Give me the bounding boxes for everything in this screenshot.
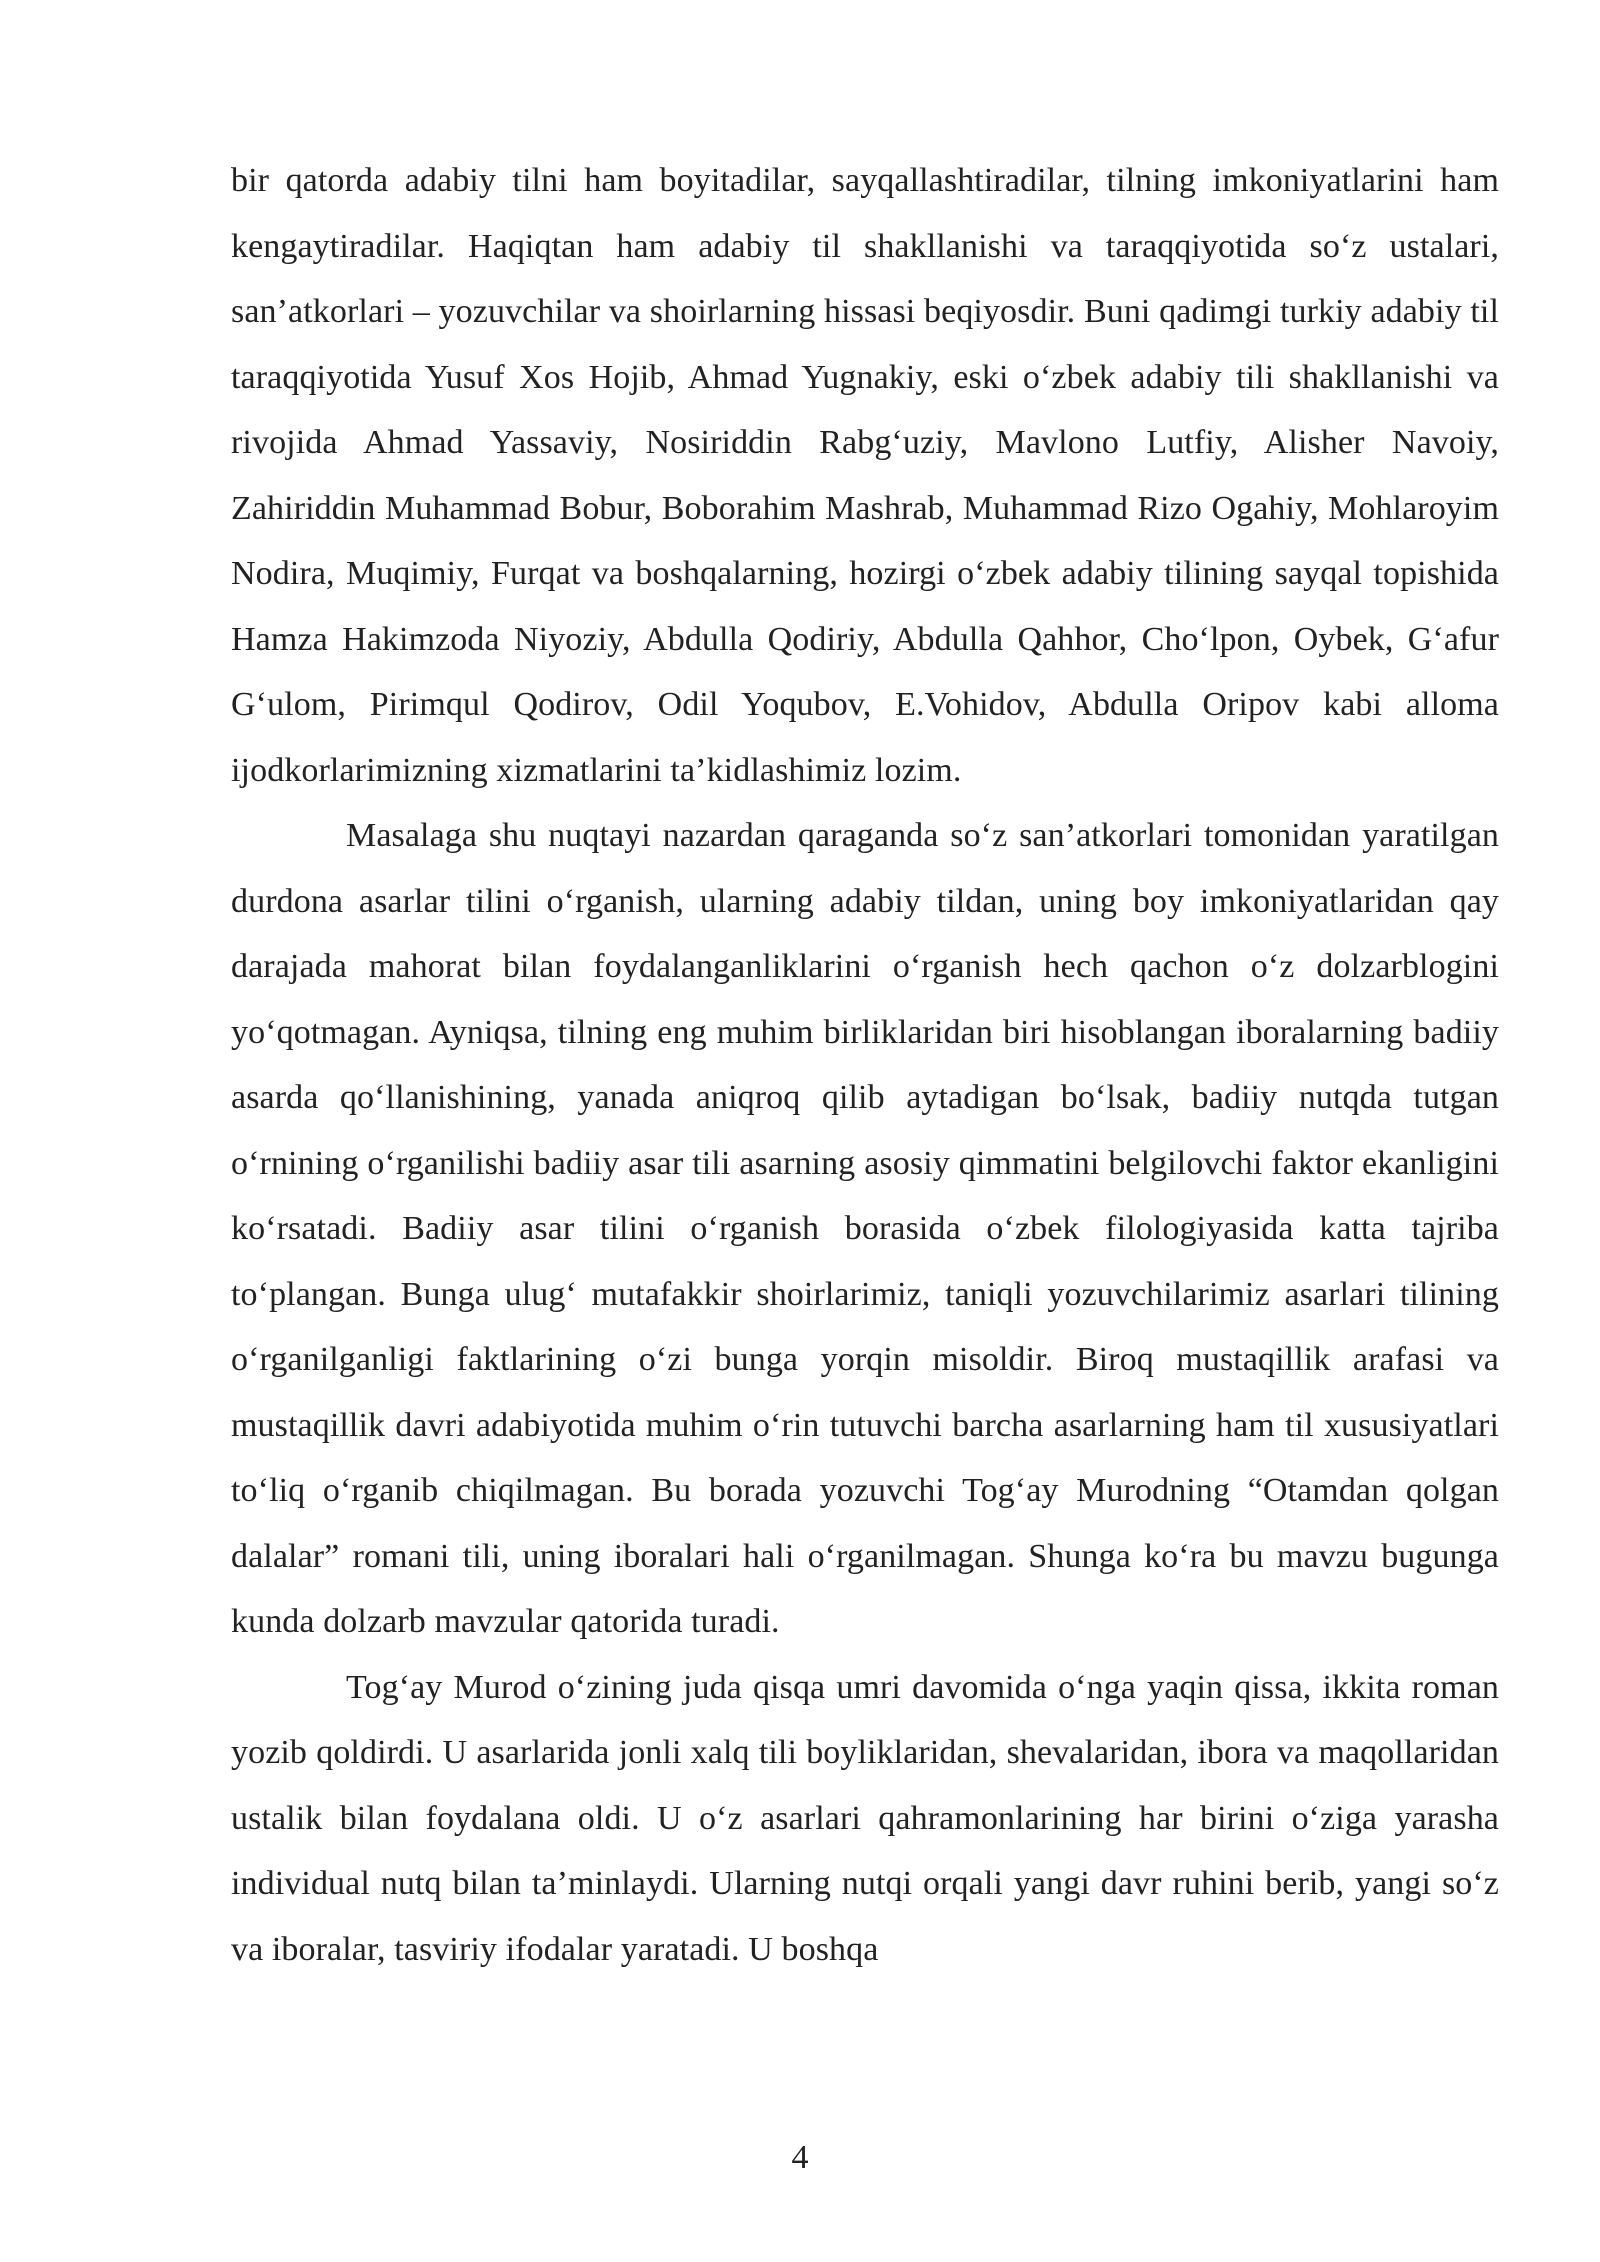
page-number: 4: [791, 2139, 809, 2176]
paragraph-continuation: bir qatorda adabiy tilni ham boyitadilar, sayqallashtiradilar, tilning imkoniyatlarini ham kengaytiradilar. Haqiqtan ham adabiy til shakllanishi va taraqqiyotida so‘z ustalari, san’atkorlari – yozuvchilar va shoirlarning hissasi beqiyosdir. Buni qadimgi turkiy adabiy til taraqqiyotida Yusuf Xos Hojib, Ahmad Yugnakiy, eski o‘zbek adabiy tili shakllanishi va rivojida Ahmad Yassaviy, Nosiriddin Rabg‘uziy, Mavlono Lutfiy, Alisher Navoiy, Zahiriddin Muhammad Bobur, Boborahim Mashrab, Muhammad Rizo Ogahiy, Mohlaroyim Nodira, Muqimiy, Furqat va boshqalarning, hozirgi o‘zbek adabiy tilining sayqal topishida Hamza Hakimzoda Niyoziy, Abdulla Qodiriy, Abdulla Qahhor, Cho‘lpon, Oybek, G‘afur G‘ulom, Pirimqul Qodirov, Odil Yoqubov, E.Vohidov, Abdulla Oripov kabi alloma ijodkorlarimizning xizmatlarini ta’kidlashimiz lozim.: [231, 162, 1499, 789]
paragraph: Masalaga shu nuqtayi nazardan qaraganda so‘z san’atkorlari tomonidan yaratilgan durdona asarlar tilini o‘rganish, ularning adabiy tildan, uning boy imkoniyatlaridan qay darajada mahorat bilan foydalanganliklarini o‘rganish hech qachon o‘z dolzarblogini yo‘qotmagan. Ayniqsa, tilning eng muhim birliklaridan biri hisoblangan iboralarning badiiy asarda qo‘llanishining, yanada aniqroq qilib aytadigan bo‘lsak, badiiy nutqda tutgan o‘rnining o‘rganilishi badiiy asar tili asarning asosiy qimmatini belgilovchi faktor ekanligini ko‘rsatadi. Badiiy asar tilini o‘rganish borasida o‘zbek filologiyasida katta tajriba to‘plangan. Bunga ulug‘ mutafakkir shoirlarimiz, taniqli yozuvchilarimiz asarlari tilining o‘rganilganligi faktlarining o‘zi bunga yorqin misoldir. Biroq mustaqillik arafasi va mustaqillik davri adabiyotida muhim o‘rin tutuvchi barcha asarlarning ham til xususiyatlari to‘liq o‘rganib chiqilmagan. Bu borada yozuvchi Tog‘ay Murodning “Otamdan qolgan dalalar” romani tili, uning iboralari hali o‘rganilmagan. Shunga ko‘ra bu mavzu bugunga kunda dolzarb mavzular qatorida turadi.: [231, 817, 1499, 1640]
body-text: [231, 148, 1499, 1982]
paragraph: Tog‘ay Murod o‘zining juda qisqa umri davomida o‘nga yaqin qissa, ikkita roman yozib qoldirdi. U asarlarida jonli xalq tili boyliklaridan, shevalaridan, ibora va maqollaridan ustalik bilan foydalana oldi. U o‘z asarlari qahramonlarining har birini o‘ziga yarasha individual nutq bilan ta’minlaydi. Ularning nutqi orqali yangi davr ruhini berib, yangi so‘z va iboralar, tasviriy ifodalar yaratadi. U boshqa: [231, 1668, 1499, 1968]
